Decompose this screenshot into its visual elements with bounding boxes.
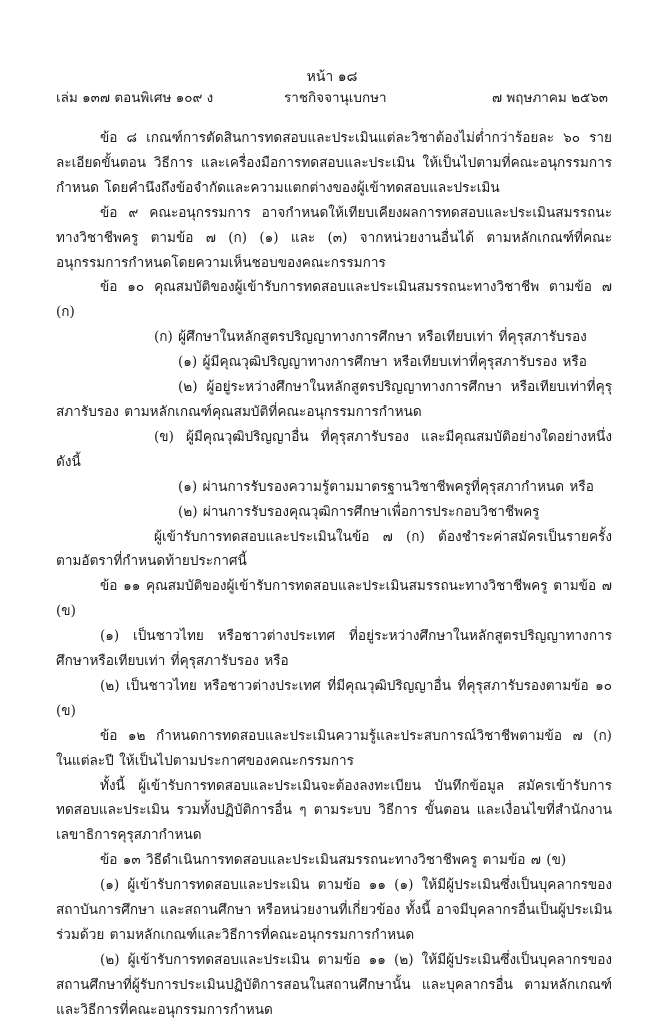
gazette-name: ราชกิจจานุเบกษา <box>284 90 387 106</box>
document-body <box>56 126 612 1023</box>
clause-12-note: ทั้งนี้ ผู้เข้ารับการทดสอบและประเมินจะต้องลงทะเบียน บันทึกข้อมูล สมัครเข้ารับการทดสอบและประเมิน รวมทั้งปฏิบัติการอื่น ๆ ตามระบบ วิธีการ ขั้นตอน และเงื่อนไขที่สำนักงานเลขาธิการคุรุสภากำหนด <box>56 777 612 844</box>
publication-date: ๗ พฤษภาคม ๒๕๖๓ <box>491 90 608 106</box>
clause-10-a-2: (๒) ผู้อยู่ระหว่างศึกษาในหลักสูตรปริญญาทางการศึกษา หรือเทียบเท่าที่คุรุสภารับรอง ตามหลักเกณฑ์คุณสมบัติที่คณะอนุกรรมการกำหนด <box>56 379 612 420</box>
clause-10-fee-note: ผู้เข้ารับการทดสอบและประเมินในข้อ ๗ (ก) ต้องชำระค่าสมัครเป็นรายครั้งตามอัตราที่กำหนดท้ายประกาศนี้ <box>56 528 612 570</box>
volume-issue: เล่ม ๑๓๗ ตอนพิเศษ ๑๐๙ ง <box>56 90 214 106</box>
clause-12: ข้อ ๑๒ กำหนดการทดสอบและประเมินความรู้และประสบการณ์วิชาชีพตามข้อ ๗ (ก) ในแต่ละปี ให้เป็นไปตามประกาศของคณะกรรมการ <box>56 727 612 769</box>
clause-13-1: (๑) ผู้เข้ารับการทดสอบและประเมิน ตามข้อ ๑๑ (๑) ให้มีผู้ประเมินซึ่งเป็นบุคลากรของสถาบันการศึกษา และสถานศึกษา หรือหน่วยงานที่เกี่ยวข้อง ทั้งนี้ อาจมีบุคลากรอื่นเป็นผู้ประเมินร่วมด้วย ตามหลักเกณฑ์และวิธีการที่คณะอนุกรรมการกำหนด <box>56 877 612 943</box>
clause-10-b-2: (๒) ผ่านการรับรองคุณวุฒิการศึกษาเพื่อการประกอบวิชาชีพครู <box>178 503 540 520</box>
clause-10: ข้อ ๑๐ คุณสมบัติของผู้เข้ารับการทดสอบและประเมินสมรรถนะทางวิชาชีพ ตามข้อ ๗ (ก) <box>56 279 612 321</box>
clause-11-1: (๑) เป็นชาวไทย หรือชาวต่างประเทศ ที่อยู่ระหว่างศึกษาในหลักสูตรปริญญาทางการศึกษาหรือเทียบเท่า ที่คุรุสภารับรอง หรือ <box>56 628 612 670</box>
page-number: หน้า ๑๘ <box>306 69 358 85</box>
clause-9: ข้อ ๙ คณะอนุกรรมการ อาจกำหนดให้เทียบเคียงผลการทดสอบและประเมินสมรรถนะทางวิชาชีพครู ตามข้อ ๗ (ก) (๑) และ (๓) จากหน่วยงานอื่นได้ ตามหลักเกณฑ์ที่คณะอนุกรรมการกำหนดโดยความเห็นชอบของคณะกรรมการ <box>56 204 612 271</box>
clause-10-b: (ข) ผู้มีคุณวุฒิปริญญาอื่น ที่คุรุสภารับรอง และมีคุณสมบัติอย่างใดอย่างหนึ่ง ดังนี้ <box>56 428 612 470</box>
clause-13-2: (๒) ผู้เข้ารับการทดสอบและประเมิน ตามข้อ ๑๑ (๒) ให้มีผู้ประเมินซึ่งเป็นบุคลากรของสถานศึกษาที่ผู้รับการประเมินปฏิบัติการสอนในสถานศึกษานั้น และบุคลากรอื่น ตามหลักเกณฑ์และวิธีการที่คณะอนุกรรมการกำหนด <box>56 951 612 1018</box>
clause-13: ข้อ ๑๓ วิธีดำเนินการทดสอบและประเมินสมรรถนะทางวิชาชีพครู ตามข้อ ๗ (ข) <box>100 852 567 869</box>
clause-10-a-1: (๑) ผู้มีคุณวุฒิปริญญาทางการศึกษา หรือเทียบเท่าที่คุรุสภารับรอง หรือ <box>178 354 587 371</box>
clause-11: ข้อ ๑๑ คุณสมบัติของผู้เข้ารับการทดสอบและประเมินสมรรถนะทางวิชาชีพครู ตามข้อ ๗ (ข) <box>56 578 612 620</box>
clause-11-2: (๒) เป็นชาวไทย หรือชาวต่างประเทศ ที่มีคุณวุฒิปริญญาอื่น ที่คุรุสภารับรองตามข้อ ๑๐ (ข) <box>56 677 612 719</box>
clause-10-b-1: (๑) ผ่านการรับรองความรู้ตามมาตรฐานวิชาชีพครูที่คุรุสภากำหนด หรือ <box>178 478 594 495</box>
clause-10-a: (ก) ผู้ศึกษาในหลักสูตรปริญญาทางการศึกษา หรือเทียบเท่า ที่คุรุสภารับรอง <box>154 329 587 346</box>
gazette-header <box>56 86 608 106</box>
clause-8: ข้อ ๘ เกณฑ์การตัดสินการทดสอบและประเมินแต่ละวิชาต้องไม่ต่ำกว่าร้อยละ ๖๐ รายละเอียดขั้นตอน วิธีการ และเครื่องมือการทดสอบและประเมิน ให้เป็นไปตามที่คณะอนุกรรมการกำหนด โดยคำนึงถึงข้อจำกัดและความแตกต่างของผู้เข้าทดสอบและประเมิน <box>56 130 612 196</box>
